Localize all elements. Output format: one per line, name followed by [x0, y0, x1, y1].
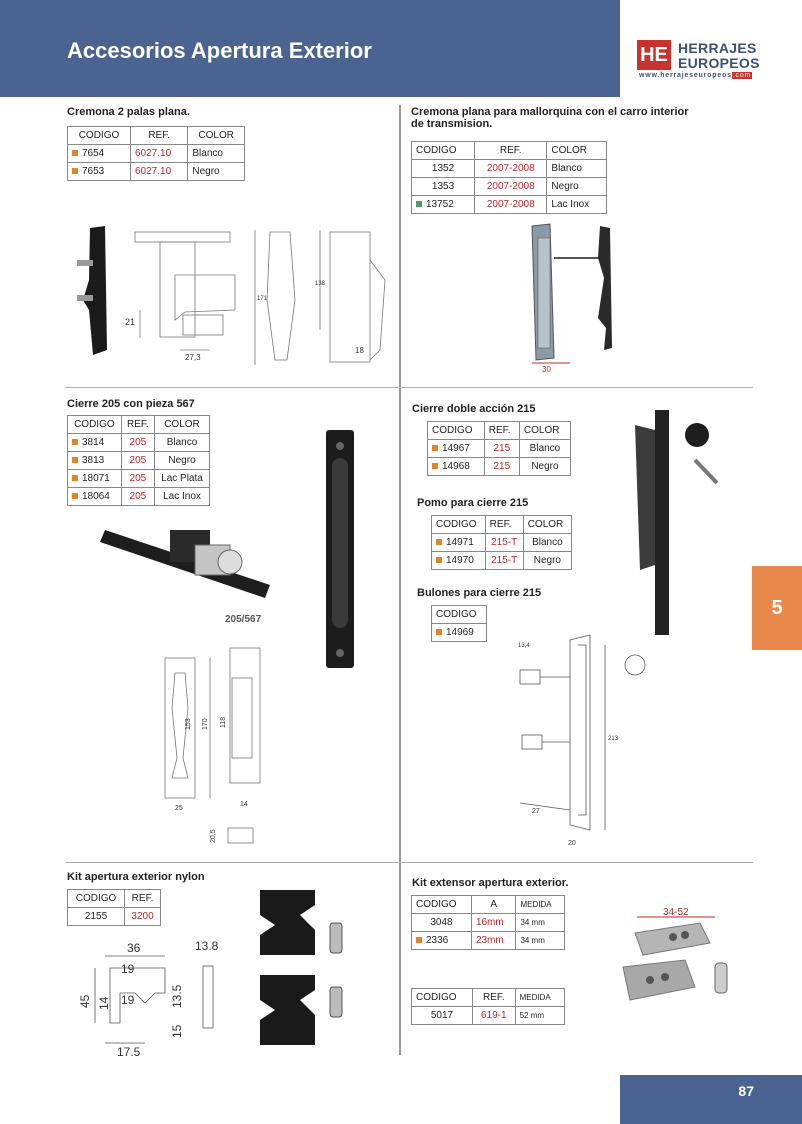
cell-color: Blanco	[519, 440, 570, 458]
cell-ref: 205	[121, 488, 154, 506]
table-row	[412, 196, 607, 214]
cell-code: 14971	[446, 537, 474, 548]
col-header: MEDIDA	[515, 989, 564, 1007]
cell-ref: 215-T	[485, 552, 523, 570]
dim-label: 138	[315, 281, 326, 287]
bullet-icon	[72, 475, 78, 481]
bullet-icon	[432, 445, 438, 451]
section-title-cierre205: Cierre 205 con pieza 567	[67, 398, 195, 410]
table-row	[68, 488, 210, 506]
table-cierre-doble	[427, 421, 571, 476]
cell-color: Lac Plata	[154, 470, 209, 488]
cremona2-drawing	[75, 220, 395, 380]
kit-nylon-drawing	[75, 938, 235, 1060]
table-mallorquina	[411, 141, 607, 214]
bullet-icon	[436, 539, 442, 545]
page-title: Accesorios Apertura Exterior	[67, 38, 372, 63]
dim-label: 27	[532, 808, 540, 815]
col-header: CODIGO	[68, 127, 131, 145]
table-row	[68, 434, 210, 452]
col-header: COLOR	[523, 516, 571, 534]
cell-color: Blanco	[188, 145, 245, 163]
col-header: CODIGO	[432, 516, 486, 534]
cell-color: Lac Inox	[154, 488, 209, 506]
dim-label: 19	[121, 993, 135, 1007]
cell-code: 18071	[82, 473, 110, 484]
column-divider	[399, 105, 401, 1055]
row-divider-2	[65, 862, 753, 863]
kit-extensor-photo	[615, 905, 745, 1015]
cell-color: Lac Inox	[547, 196, 607, 214]
logo-url	[639, 72, 752, 79]
bulones-drawing	[490, 625, 680, 850]
bullet-icon	[436, 557, 442, 563]
cell-medida: 52 mm	[515, 1007, 564, 1025]
col-header: COLOR	[547, 142, 607, 160]
table-cremona2	[67, 126, 245, 181]
col-header: CODIGO	[412, 989, 473, 1007]
page-header	[0, 0, 620, 97]
cell-color: Blanco	[154, 434, 209, 452]
table-row	[412, 932, 565, 950]
dim-label: 13.5	[170, 984, 184, 1008]
drawing-label: 205/567	[225, 614, 262, 625]
cell-color: Negro	[547, 178, 607, 196]
kit-nylon-photo	[255, 885, 360, 1055]
chapter-tab: 5	[752, 566, 802, 650]
page-footer	[620, 1075, 802, 1124]
table-row	[412, 178, 607, 196]
section-title-bulones: Bulones para cierre 215	[417, 587, 542, 599]
cell-medida: 34 mm	[516, 932, 565, 950]
table-row	[68, 145, 245, 163]
bullet-icon	[72, 457, 78, 463]
cell-ref: 2007-2008	[475, 196, 547, 214]
dim-label: 14	[240, 801, 248, 808]
logo-line2: EUROPEOS	[678, 55, 760, 71]
dim-label: 171	[257, 296, 268, 302]
col-header: REF.	[475, 142, 547, 160]
cell-ref: 215-T	[485, 534, 523, 552]
cell-color: Negro	[154, 452, 209, 470]
col-header: REF.	[484, 422, 519, 440]
col-header: CODIGO	[412, 896, 472, 914]
dim-label: 15	[170, 1024, 184, 1038]
cell-color: Negro	[188, 163, 245, 181]
cell-ref: 619-1	[473, 1007, 516, 1025]
logo-line1: HERRAJES	[678, 40, 757, 56]
table-row	[428, 458, 571, 476]
dim-label: 213	[608, 736, 619, 742]
table-kit-extensor	[411, 895, 565, 950]
col-header: MEDIDA	[516, 896, 565, 914]
bullet-icon	[436, 629, 442, 635]
table-row	[412, 1007, 565, 1025]
cell-a: 16mm	[471, 914, 516, 932]
col-header: COLOR	[519, 422, 570, 440]
dim-label: 18	[355, 346, 364, 355]
cell-color: Blanco	[523, 534, 571, 552]
col-header: CODIGO	[68, 890, 125, 908]
dim-label: 36	[127, 941, 141, 955]
section-title-cremona2: Cremona 2 palas plana.	[67, 106, 190, 118]
cell-ref: 6027.10	[130, 145, 187, 163]
col-header: CODIGO	[432, 606, 487, 624]
table-row	[68, 470, 210, 488]
col-header: CODIGO	[428, 422, 485, 440]
cell-code: 14970	[446, 555, 474, 566]
table-kit-nylon	[67, 889, 161, 926]
table-row	[432, 534, 572, 552]
cell-color: Negro	[519, 458, 570, 476]
col-header: REF.	[485, 516, 523, 534]
dim-label: 13,4	[518, 643, 530, 649]
logo-url-prefix: www.herrajeseuropeos	[639, 72, 732, 79]
cell-code: 2155	[68, 908, 125, 926]
dim-label: 19	[121, 962, 135, 976]
table-row	[412, 160, 607, 178]
bullet-icon	[72, 168, 78, 174]
table-bulones	[431, 605, 487, 642]
col-header: CODIGO	[68, 416, 122, 434]
cell-ref: 205	[121, 470, 154, 488]
table-kit-extensor-2	[411, 988, 565, 1025]
cell-code: 5017	[412, 1007, 473, 1025]
section-title-cierre-doble: Cierre doble acción 215	[412, 403, 536, 415]
cell-ref: 215	[484, 440, 519, 458]
dim-label: 21	[125, 317, 136, 327]
bullet-icon	[432, 463, 438, 469]
cell-code: 3814	[82, 437, 105, 448]
section-title-pomo: Pomo para cierre 215	[417, 497, 529, 509]
dim-label: 34-52	[663, 907, 689, 918]
table-row	[412, 914, 565, 932]
cell-ref: 2007-2008	[475, 160, 547, 178]
cell-code: 13752	[426, 199, 454, 210]
table-row	[68, 452, 210, 470]
dim-label: 25	[175, 805, 183, 812]
col-header: COLOR	[154, 416, 209, 434]
cierre-doble-photo	[625, 405, 720, 645]
col-header: REF.	[121, 416, 154, 434]
cierre205-bolt-photo	[316, 428, 366, 673]
dim-label: 153	[185, 718, 192, 730]
table-row	[68, 908, 161, 926]
cell-color: Negro	[523, 552, 571, 570]
cell-code: 14969	[446, 627, 474, 638]
table-cierre205	[67, 415, 210, 506]
cell-code: 14968	[442, 461, 470, 472]
col-header: REF.	[473, 989, 516, 1007]
col-header: A	[471, 896, 516, 914]
title-line: de transmision.	[411, 118, 493, 130]
cell-code: 1353	[412, 178, 475, 196]
table-row	[432, 552, 572, 570]
table-row	[428, 440, 571, 458]
cell-ref: 3200	[125, 908, 161, 926]
page-number: 87	[738, 1083, 754, 1099]
cell-medida: 34 mm	[516, 914, 565, 932]
col-header: COLOR	[188, 127, 245, 145]
table-pomo	[431, 515, 572, 570]
bullet-icon	[72, 493, 78, 499]
logo-mark: HE	[637, 40, 671, 70]
bullet-icon	[72, 150, 78, 156]
table-row	[432, 624, 487, 642]
bullet-icon	[416, 201, 422, 207]
cell-a: 23mm	[471, 932, 516, 950]
dim-label: 20,5	[210, 829, 217, 843]
section-title-mallorquina	[411, 106, 689, 130]
mallorquina-drawing	[520, 218, 630, 378]
section-title-kit-extensor: Kit extensor apertura exterior.	[412, 877, 569, 889]
dim-label: 27,3	[185, 353, 201, 362]
cell-ref: 205	[121, 452, 154, 470]
bullet-icon	[416, 937, 422, 943]
logo-url-suffix: .com	[732, 72, 752, 79]
dim-label: 20	[568, 840, 576, 847]
cell-code: 18064	[82, 491, 110, 502]
cell-code: 14967	[442, 443, 470, 454]
dim-label: 45	[78, 994, 92, 1008]
title-line: Cremona plana para mallorquina con el carro interior	[411, 106, 689, 118]
cell-code: 1352	[412, 160, 475, 178]
col-header: REF.	[130, 127, 187, 145]
brand-logo	[637, 38, 797, 83]
cell-code: 3048	[412, 914, 472, 932]
cell-ref: 2007-2008	[475, 178, 547, 196]
col-header: CODIGO	[412, 142, 475, 160]
dim-label: 30	[542, 365, 551, 374]
cell-ref: 215	[484, 458, 519, 476]
col-header: REF.	[125, 890, 161, 908]
bullet-icon	[72, 439, 78, 445]
row-divider-1	[65, 387, 753, 388]
dim-label: 17.5	[117, 1045, 141, 1059]
dim-label: 118	[220, 716, 227, 728]
cell-ref: 205	[121, 434, 154, 452]
section-title-kit-nylon: Kit apertura exterior nylon	[67, 871, 205, 883]
dim-label: 14	[97, 996, 111, 1010]
cell-code: 7654	[82, 148, 105, 159]
cell-code: 3813	[82, 455, 105, 466]
cierre205-drawing	[150, 648, 270, 848]
table-row	[68, 163, 245, 181]
cierre205-photo	[100, 510, 280, 625]
dim-label: 13.8	[195, 939, 219, 953]
cell-color: Blanco	[547, 160, 607, 178]
cell-ref: 6027.10	[130, 163, 187, 181]
dim-label: 170	[202, 718, 209, 730]
cell-code: 2336	[426, 935, 449, 946]
cell-code: 7653	[82, 166, 105, 177]
